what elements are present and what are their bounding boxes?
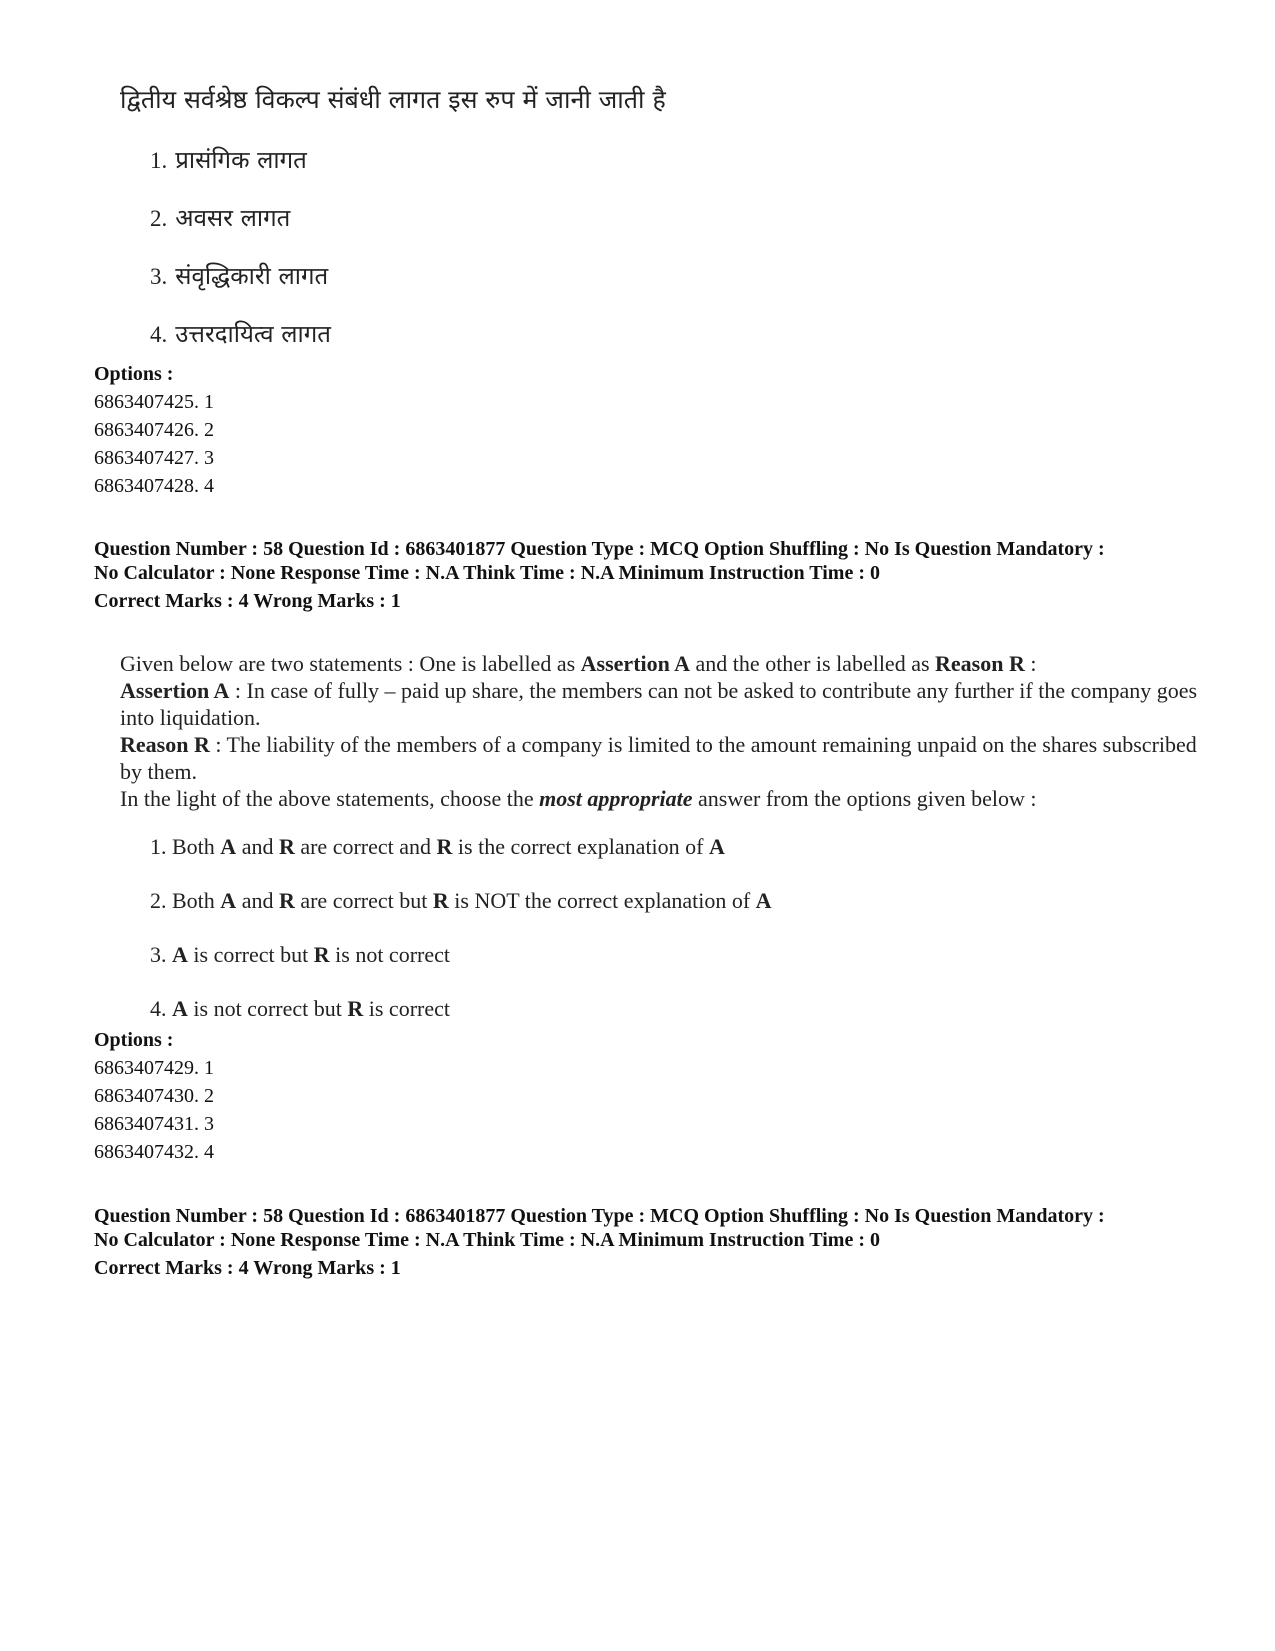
question-57-body	[120, 82, 1120, 374]
choice-item: 3. A is correct but R is not correct	[150, 942, 450, 967]
options-block	[94, 1026, 494, 1166]
choice-list	[120, 142, 1120, 374]
question-meta	[94, 537, 1214, 613]
reason-statement: Reason R : The liability of the members of a company is limited to the amount remaining unpaid on the shares subscribed by them.	[120, 732, 1197, 784]
question-meta	[94, 1204, 1214, 1280]
option-row: 6863407426. 2	[94, 419, 214, 441]
options-label: Options :	[94, 1029, 174, 1051]
question-stem: द्वितीय सर्वश्रेष्ठ विकल्प संबंधी लागत इस रुप में जानी जाती है	[120, 85, 666, 114]
option-row: 6863407429. 1	[94, 1057, 214, 1079]
meta-line: No Calculator : None Response Time : N.A Think Time : N.A Minimum Instruction Time : 0	[94, 1229, 880, 1251]
option-row: 6863407431. 3	[94, 1113, 214, 1135]
marks-line: Correct Marks : 4 Wrong Marks : 1	[94, 590, 401, 612]
options-label: Options :	[94, 363, 174, 385]
option-row: 6863407427. 3	[94, 447, 214, 469]
option-row: 6863407432. 4	[94, 1141, 214, 1163]
choice-item: 3. संवृद्धिकारी लागत	[150, 262, 329, 290]
choice-list	[120, 832, 1200, 1048]
question-58-body	[120, 650, 1200, 1048]
option-row: 6863407425. 1	[94, 391, 214, 413]
meta-line: Question Number : 58 Question Id : 6863401877 Question Type : MCQ Option Shuffling : No Is Question Mandatory :	[94, 1205, 1105, 1227]
choice-item: 1. प्रासंगिक लागत	[150, 146, 307, 174]
meta-line: No Calculator : None Response Time : N.A Think Time : N.A Minimum Instruction Time : 0	[94, 562, 880, 584]
marks-line: Correct Marks : 4 Wrong Marks : 1	[94, 1257, 401, 1279]
choice-item: 2. Both A and R are correct but R is NOT the correct explanation of A	[150, 888, 772, 913]
assertion-statement: Assertion A : In case of fully – paid up share, the members can not be asked to contribute any further if the company goes into liquidation.	[120, 678, 1198, 730]
intro-line: Given below are two statements : One is labelled as Assertion A and the other is labelled as Reason R :	[120, 651, 1037, 676]
meta-line: Question Number : 58 Question Id : 6863401877 Question Type : MCQ Option Shuffling : No Is Question Mandatory :	[94, 538, 1105, 560]
choice-item: 2. अवसर लागत	[150, 204, 291, 232]
choice-item: 4. A is not correct but R is correct	[150, 996, 450, 1021]
option-row: 6863407430. 2	[94, 1085, 214, 1107]
options-block	[94, 360, 494, 500]
option-row: 6863407428. 4	[94, 475, 214, 497]
instruction-line: In the light of the above statements, choose the most appropriate answer from the options given below :	[120, 786, 1037, 811]
choice-item: 4. उत्तरदायित्व लागत	[150, 320, 331, 348]
choice-item: 1. Both A and R are correct and R is the correct explanation of A	[150, 834, 725, 859]
